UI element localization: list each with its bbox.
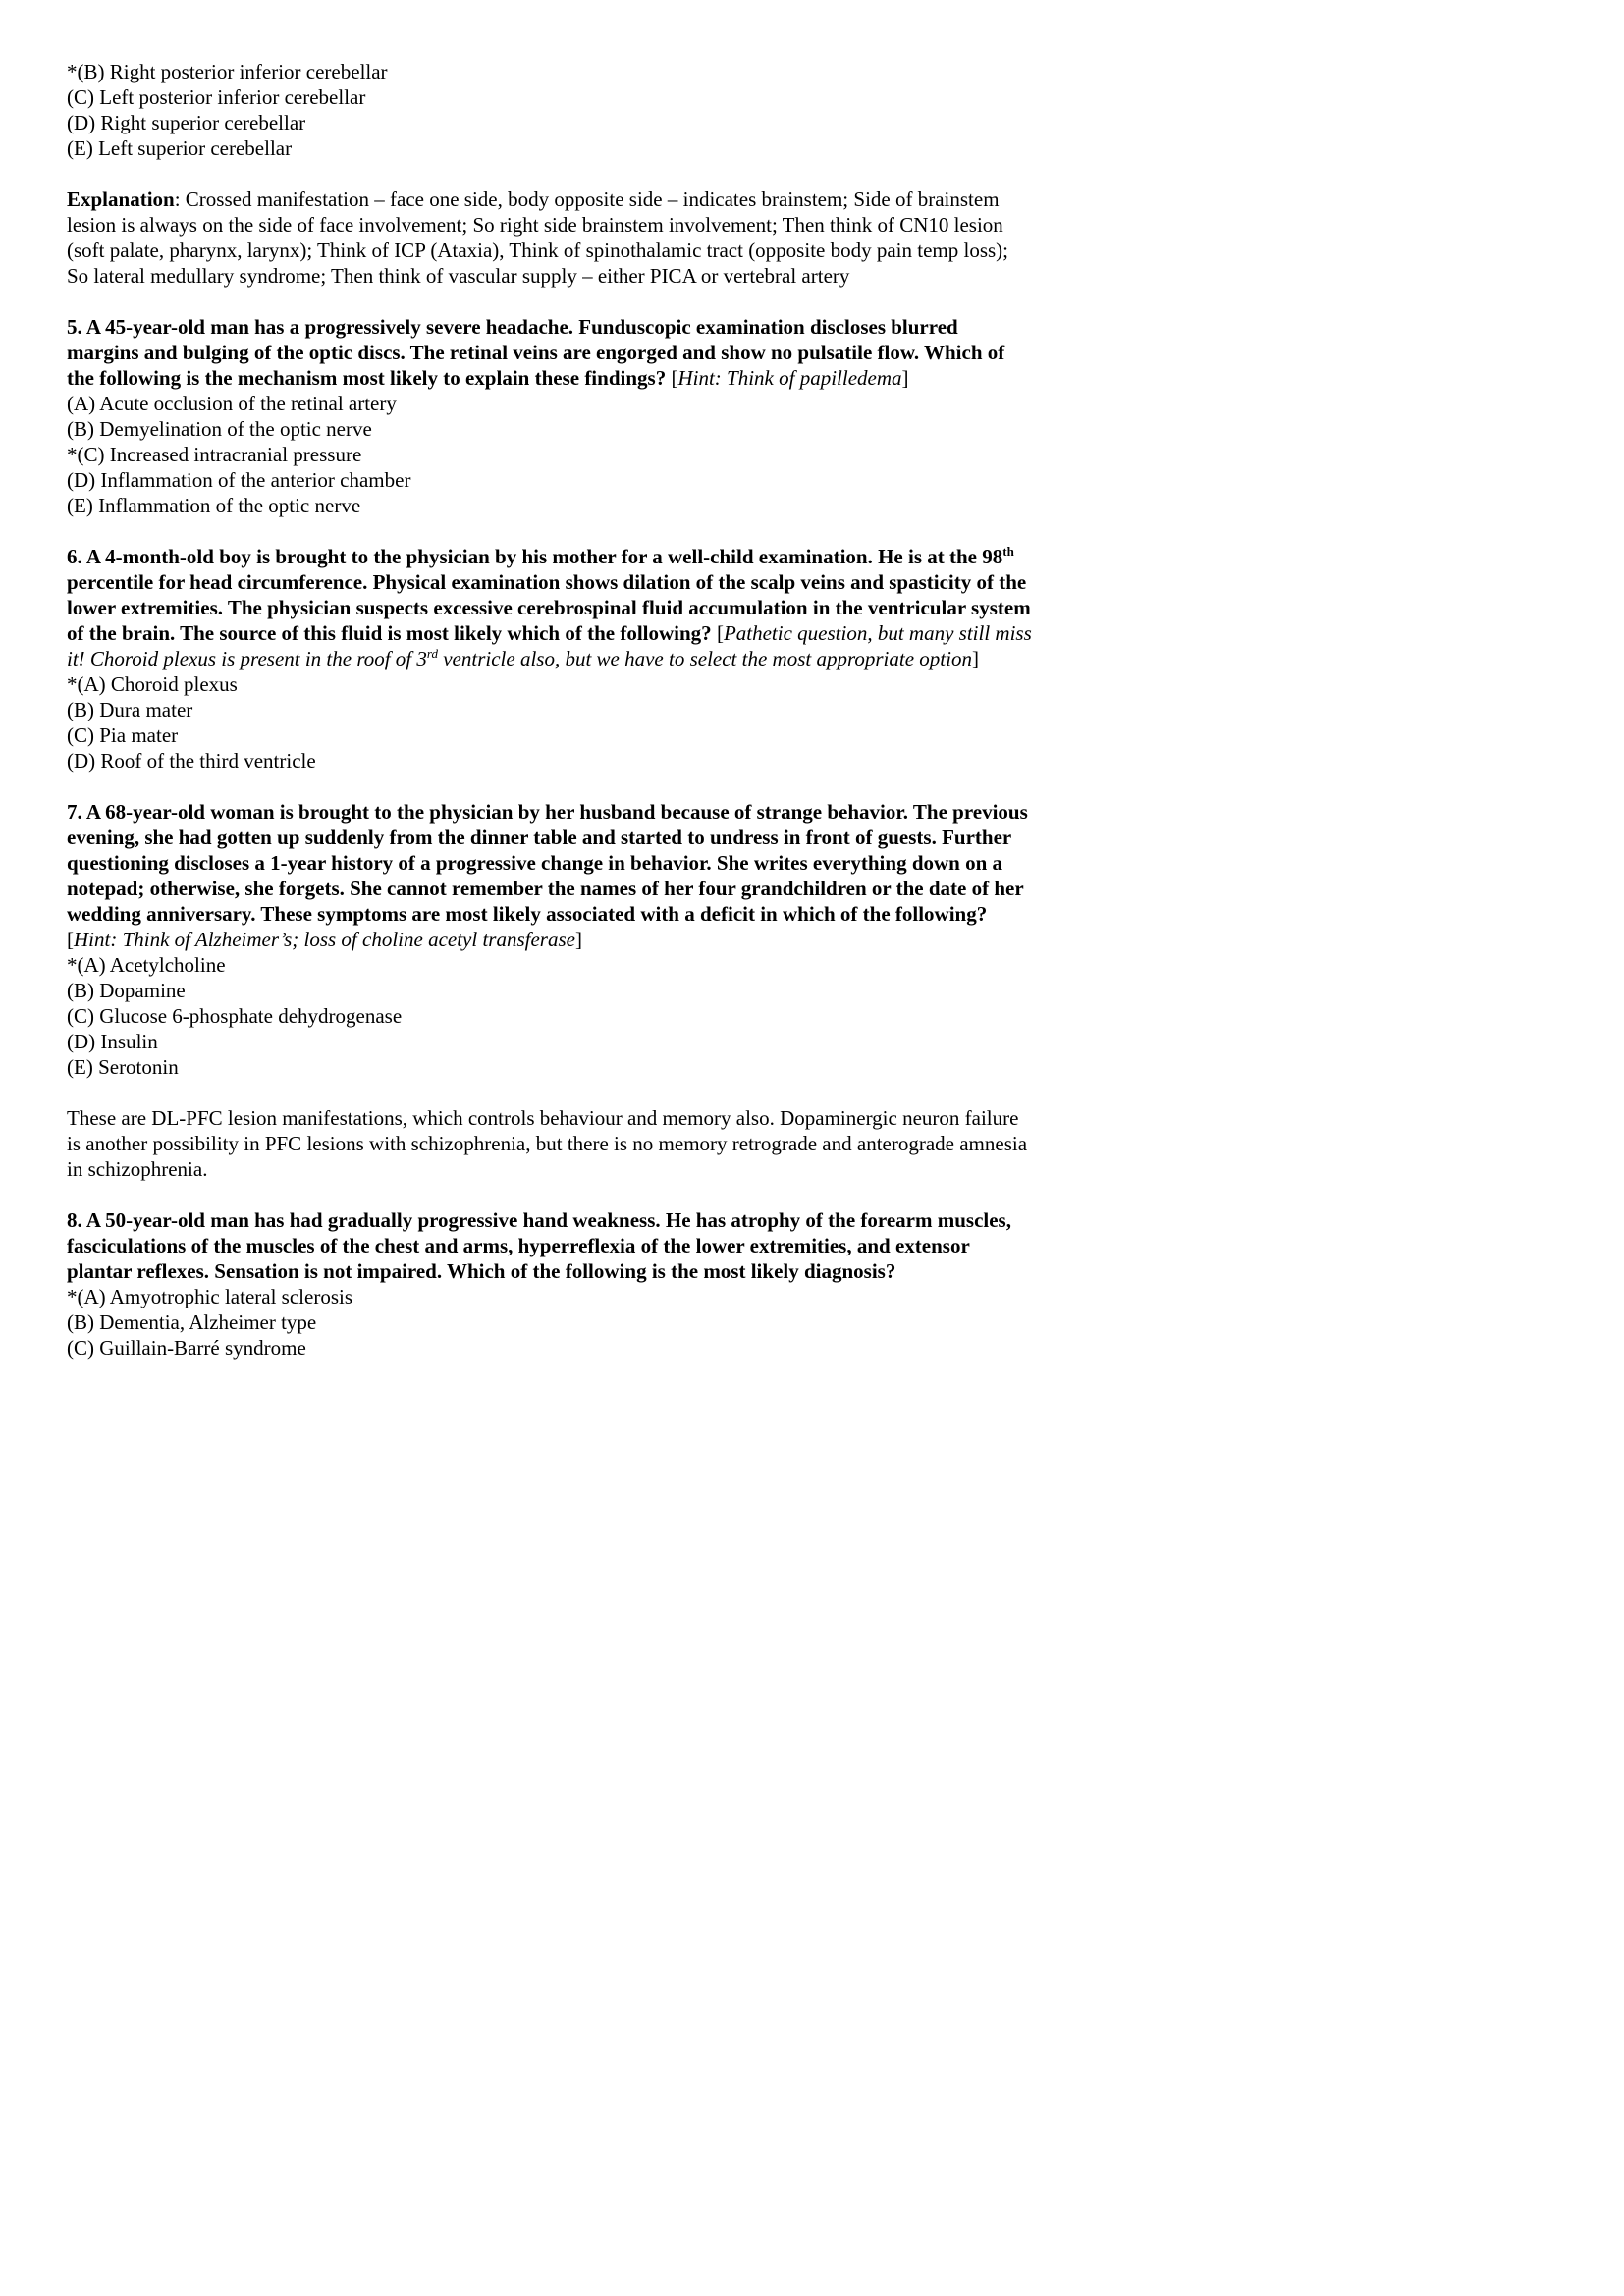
text-run: 7. A 68-year-old woman is brought to the physician by her husband because of strange behavior. The previous evening, she had gotten up suddenly from the dinner table and started to undress in front of guests. Further questioning discloses a 1-year history of a progressive change in behavior. She writes everything down on a notepad; otherwise, she forgets. She cannot remember the names of her four grandchildren or the date of her wedding anniversary. These symptoms are most likely associated with a deficit in which of the following? xyxy=(67,800,1028,926)
text-run: [ xyxy=(666,366,678,390)
text-run: (E) Inflammation of the optic nerve xyxy=(67,494,361,517)
question-stem-6 xyxy=(67,544,1034,671)
answer-option xyxy=(67,59,1034,84)
answer-option xyxy=(67,135,1034,161)
text-run: *(C) Increased intracranial pressure xyxy=(67,443,362,466)
text-run: (C) Glucose 6-phosphate dehydrogenase xyxy=(67,1004,403,1028)
blank-line xyxy=(67,1182,1034,1207)
answer-option xyxy=(67,467,1034,493)
answer-option xyxy=(67,1029,1034,1054)
text-run: ventricle also, but we have to select the most appropriate option xyxy=(437,647,972,670)
question-stem-5 xyxy=(67,314,1034,391)
text-run: (A) Acute occlusion of the retinal artery xyxy=(67,392,397,415)
blank-line xyxy=(67,518,1034,544)
text-run: *(A) Acetylcholine xyxy=(67,953,226,977)
text-run: [ xyxy=(711,621,724,645)
text-run: *(A) Choroid plexus xyxy=(67,672,238,696)
answer-option xyxy=(67,493,1034,518)
note-paragraph xyxy=(67,1105,1034,1182)
blank-line xyxy=(67,289,1034,314)
text-run: (E) Serotonin xyxy=(67,1055,179,1079)
text-run: (C) Pia mater xyxy=(67,723,179,747)
answer-option xyxy=(67,1335,1034,1361)
answer-option xyxy=(67,416,1034,442)
text-run: rd xyxy=(426,646,438,661)
text-run: Hint: Think of papilledema xyxy=(677,366,902,390)
answer-option xyxy=(67,748,1034,774)
text-run: (D) Right superior cerebellar xyxy=(67,111,306,134)
text-run: 5. A 45-year-old man has a progressively severe headache. Funduscopic examination discloses blurred margins and bulging of the optic discs. The retinal veins are engorged and show no pulsatile flow. Which of the following is the mechanism most likely to explain these findings? xyxy=(67,315,1005,390)
answer-option xyxy=(67,952,1034,978)
text-run: Explanation xyxy=(67,187,175,211)
text-run: ] xyxy=(574,928,582,951)
explanation-paragraph xyxy=(67,187,1034,289)
text-run: These are DL-PFC lesion manifestations, which controls behaviour and memory also. Dopaminergic neuron failure is another possibility in PFC lesions with schizophrenia, but there is no memory retrograde and anterograde amnesia in schizophrenia. xyxy=(67,1106,1028,1181)
text-run: ] xyxy=(971,647,979,670)
text-run: ] xyxy=(901,366,909,390)
answer-option xyxy=(67,697,1034,722)
answer-option xyxy=(67,1309,1034,1335)
answer-option xyxy=(67,110,1034,135)
text-run: (D) Roof of the third ventricle xyxy=(67,749,316,773)
text-run: (D) Inflammation of the anterior chamber xyxy=(67,468,411,492)
document-content xyxy=(67,59,1034,1361)
blank-line xyxy=(67,774,1034,799)
text-run: (B) Demyelination of the optic nerve xyxy=(67,417,372,441)
answer-option xyxy=(67,1003,1034,1029)
text-run: (C) Guillain-Barré syndrome xyxy=(67,1336,306,1360)
answer-option xyxy=(67,671,1034,697)
text-run: *(B) Right posterior inferior cerebellar xyxy=(67,60,388,83)
answer-option xyxy=(67,978,1034,1003)
answer-option xyxy=(67,1054,1034,1080)
text-run: Pathetic question, but many still miss it! Choroid plexus is present in the roof of 3 xyxy=(67,621,1032,670)
text-run: [ xyxy=(67,928,74,951)
text-run: (B) Dura mater xyxy=(67,698,193,721)
answer-option xyxy=(67,391,1034,416)
blank-line xyxy=(67,161,1034,187)
text-run: (D) Insulin xyxy=(67,1030,158,1053)
text-run: Hint: Think of Alzheimer’s; loss of choline acetyl transferase xyxy=(74,928,575,951)
text-run: *(A) Amyotrophic lateral sclerosis xyxy=(67,1285,353,1308)
answer-option xyxy=(67,442,1034,467)
text-run: 6. A 4-month-old boy is brought to the physician by his mother for a well-child examination. He is at the 98 xyxy=(67,545,1003,568)
text-run: (C) Left posterior inferior cerebellar xyxy=(67,85,366,109)
text-run: th xyxy=(1002,544,1014,559)
text-run: : Crossed manifestation – face one side, body opposite side – indicates brainstem; Side of brainstem lesion is always on the side of face involvement; So right side brainstem involvement; Then think of CN10 lesion (soft palate, pharynx, larynx); Think of ICP (Ataxia), Think of spinothalamic tract (opposite body pain temp loss); So lateral medullary syndrome; Then think of vascular supply – either PICA or vertebral artery xyxy=(67,187,1008,288)
answer-option xyxy=(67,1284,1034,1309)
text-run: (B) Dopamine xyxy=(67,979,186,1002)
question-stem-8 xyxy=(67,1207,1034,1284)
answer-option xyxy=(67,722,1034,748)
text-run: percentile for head circumference. Physical examination shows dilation of the scalp veins and spasticity of the lower extremities. The physician suspects excessive cerebrospinal fluid accumulation in the ventricular system of the brain. The source of this fluid is most likely which of the following? xyxy=(67,570,1031,645)
blank-line xyxy=(67,1080,1034,1105)
question-stem-7 xyxy=(67,799,1034,952)
answer-option xyxy=(67,84,1034,110)
text-run: (B) Dementia, Alzheimer type xyxy=(67,1310,317,1334)
text-run: (E) Left superior cerebellar xyxy=(67,136,293,160)
text-run: 8. A 50-year-old man has had gradually progressive hand weakness. He has atrophy of the forearm muscles, fasciculations of the muscles of the chest and arms, hyperreflexia of the lower extremities, and extensor plantar reflexes. Sensation is not impaired. Which of the following is the most likely diagnosis? xyxy=(67,1208,1011,1283)
